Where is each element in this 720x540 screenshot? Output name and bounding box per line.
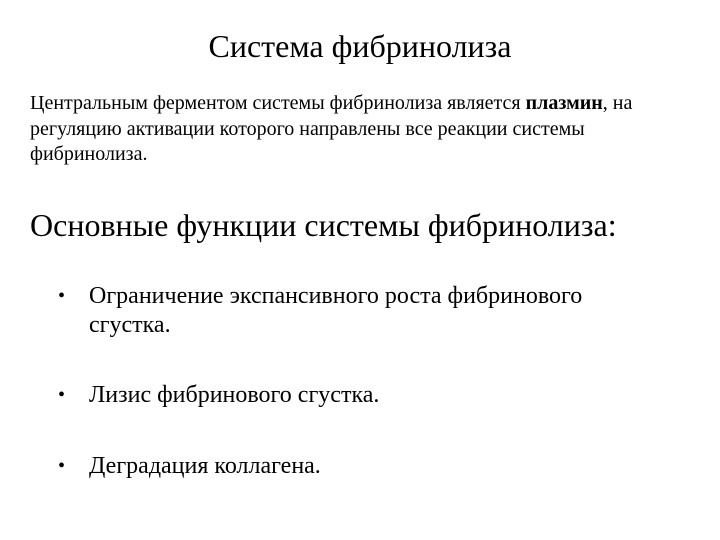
bullet-icon: •	[58, 384, 66, 406]
list-item	[58, 282, 658, 340]
intro-bold-term: плазмин	[525, 92, 603, 114]
slide-title: Система фибринолиза	[208, 28, 512, 64]
list-item-text: Ограничение экспансивного роста фибринового сгустка.	[89, 283, 583, 338]
section-heading: Основные функции системы фибринолиза:	[30, 207, 617, 243]
intro-text-part2: , на регуляцию активации которого направлены все реакции системы фибринолиза.	[30, 92, 633, 165]
bullet-icon: •	[58, 285, 66, 307]
intro-paragraph	[30, 91, 690, 168]
list-item	[58, 381, 658, 410]
list-item-text: Лизис фибринового сгустка.	[89, 382, 380, 408]
list-item	[58, 452, 658, 481]
functions-list	[58, 282, 658, 481]
bullet-icon: •	[58, 455, 66, 477]
list-item-text: Деградация коллагена.	[89, 453, 321, 479]
intro-text-part1: Центральным ферментом системы фибринолиза является	[30, 92, 526, 114]
